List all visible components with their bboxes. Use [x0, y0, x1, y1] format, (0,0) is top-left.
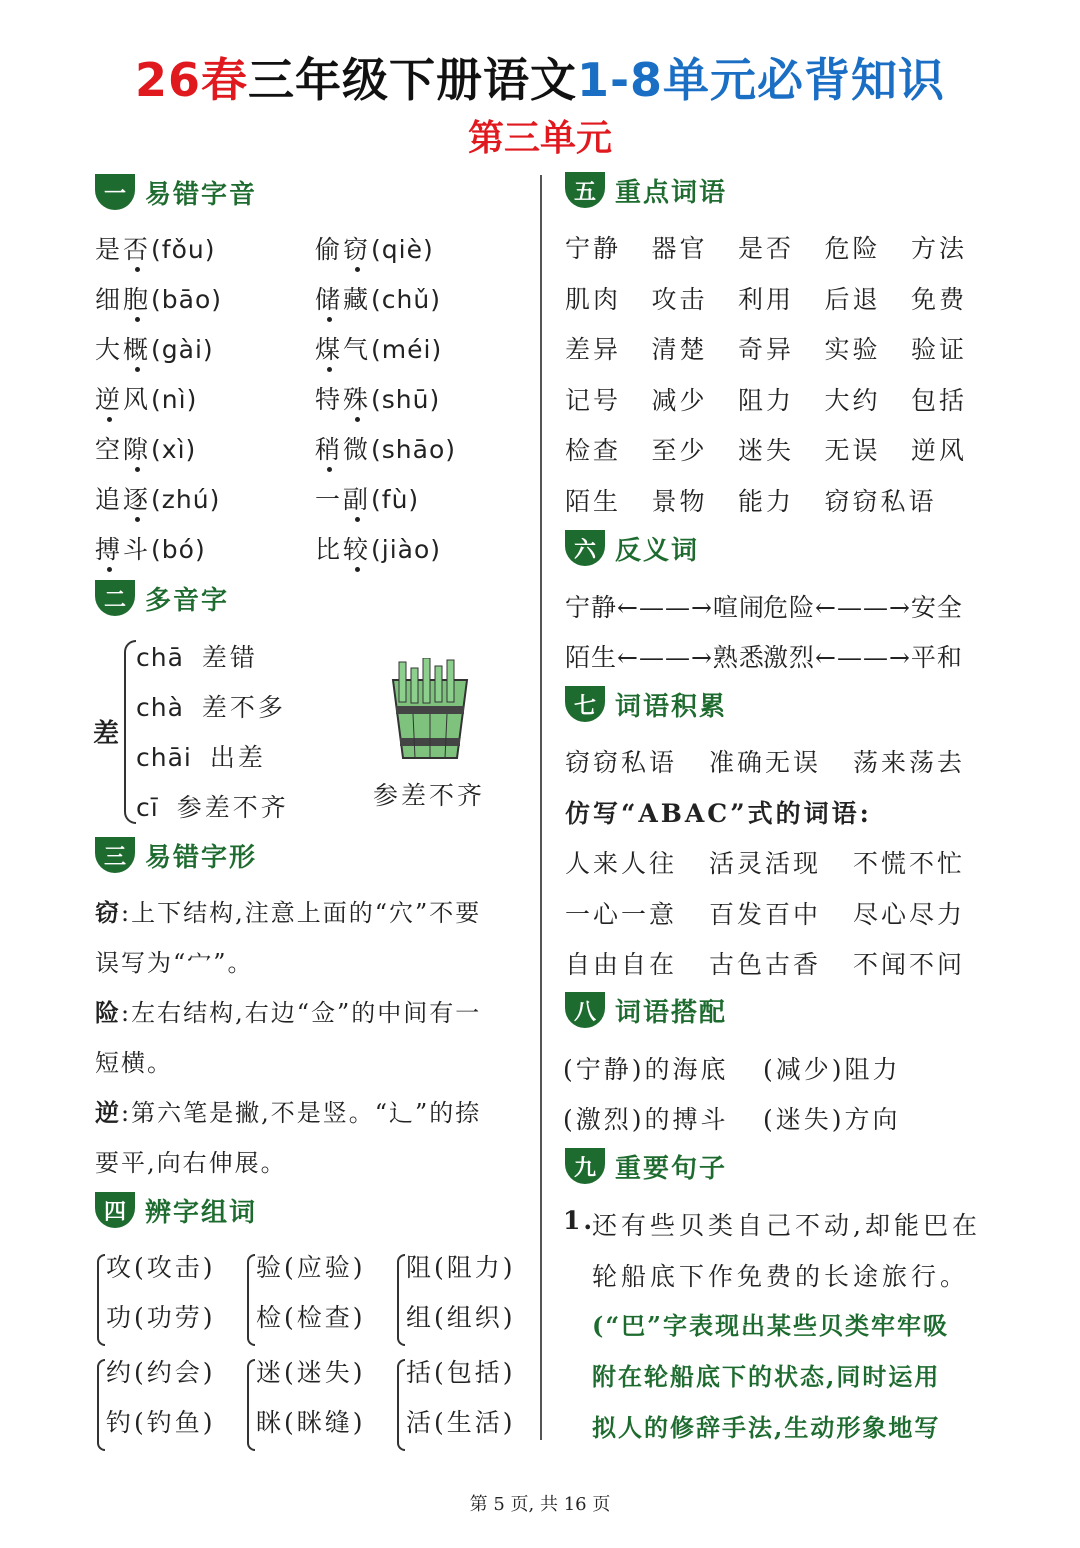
pronunciation-item — [315, 480, 419, 516]
pinyin: cī — [136, 793, 159, 822]
pinyin: (zhú) — [151, 485, 221, 514]
key-word: 陌生 — [565, 486, 622, 516]
brace — [124, 640, 136, 824]
sentence-note: (“巴”字表现出某些贝类牢牢吸 — [592, 1311, 949, 1340]
section-title: 词语积累 — [615, 691, 728, 722]
abac-word: 百发百中 — [709, 899, 822, 929]
pinyin: (nì) — [151, 385, 198, 414]
antonym-pair: 宁静←——→喧闹 — [565, 593, 765, 622]
key-word: 大约 — [824, 385, 881, 415]
section-title: 重要句子 — [615, 1153, 728, 1184]
key-word: 能力 — [738, 486, 795, 516]
char: 藏 — [343, 285, 372, 314]
glyph-note-line — [95, 1143, 287, 1178]
note-char: 窃 — [95, 898, 121, 927]
key-word: 危险 — [824, 234, 881, 263]
group-word: 功(功劳) — [106, 1303, 216, 1332]
pronunciation-item — [95, 230, 215, 266]
key-word: 宁静 — [565, 234, 622, 263]
key-word: 肌肉 — [565, 284, 622, 314]
brace — [397, 1359, 405, 1451]
glyph-note-line — [95, 1093, 481, 1128]
dotted-char: 储 — [315, 285, 344, 314]
char: 特 — [315, 385, 344, 414]
sentence-number: 1. — [563, 1206, 596, 1235]
pinyin: (xì) — [151, 435, 197, 464]
note-text: :左右结构,右边“佥”的中间有一 — [121, 999, 482, 1027]
pinyin: (chǔ) — [371, 285, 441, 314]
pronunciation-item — [315, 230, 434, 266]
section-badge: 八 — [565, 992, 605, 1028]
section-7-header — [565, 684, 727, 724]
collocation: (激烈)的搏斗 — [563, 1105, 729, 1134]
pronunciation-item — [315, 530, 441, 566]
key-word: 无误 — [824, 436, 881, 465]
char: 偷 — [315, 235, 344, 264]
pronunciation-item — [95, 480, 220, 516]
polyphone-item — [136, 688, 286, 724]
abac-word: 一心一意 — [565, 899, 678, 929]
page-title — [0, 44, 1080, 110]
group-word: 活(生活) — [406, 1408, 516, 1437]
dotted-char: 概 — [123, 335, 152, 364]
pinyin: (gài) — [151, 335, 214, 364]
abac-word: 活灵活现 — [709, 849, 822, 878]
antonym-pair: 危险←——→安全 — [763, 593, 963, 622]
sentence-note: 拟人的修辞手法,生动形象地写 — [592, 1413, 941, 1442]
key-word: 后退 — [824, 284, 881, 314]
antonym-pair: 陌生←——→熟悉 — [565, 643, 765, 672]
collocation: (减少)阻力 — [763, 1055, 901, 1084]
section-4-header — [95, 1190, 257, 1230]
key-word: 阻力 — [738, 385, 795, 415]
title-part1: 26春 — [134, 53, 248, 107]
section-5-header — [565, 170, 727, 210]
group-word: 迷(迷失) — [256, 1358, 366, 1387]
key-word: 减少 — [651, 385, 708, 415]
group-word: 阻(阻力) — [406, 1253, 516, 1282]
char: 比 — [315, 535, 344, 564]
section-2-header — [95, 578, 229, 618]
group-word: 钓(钓鱼) — [106, 1408, 216, 1437]
section-badge: 四 — [95, 1192, 135, 1228]
key-word: 清楚 — [651, 335, 708, 364]
polyphone-item — [136, 788, 289, 824]
char: 微 — [343, 435, 372, 464]
pronunciation-item — [315, 380, 440, 416]
group-word: 眯(眯缝) — [256, 1408, 366, 1437]
note-text: 要平,向右伸展。 — [95, 1149, 287, 1177]
group-word: 括(包括) — [406, 1358, 516, 1387]
polyphone-char: 差 — [93, 719, 123, 749]
abac-word: 不闻不问 — [853, 950, 966, 979]
dotted-char: 窃 — [343, 235, 372, 264]
brace — [397, 1254, 405, 1346]
char: 空 — [95, 435, 124, 464]
section-badge: 一 — [95, 174, 135, 210]
pronunciation-item — [95, 430, 196, 466]
pinyin: (bó) — [151, 535, 206, 564]
note-text: 短横。 — [95, 1049, 173, 1077]
pinyin: chà — [136, 693, 184, 722]
section-title: 易错字形 — [145, 842, 258, 873]
pinyin: (fù) — [371, 485, 420, 514]
dotted-char: 否 — [123, 235, 152, 264]
note-text: 误写为“宀”。 — [95, 949, 254, 977]
note-text: :第六笔是撇,不是竖。“辶”的捺 — [121, 1099, 482, 1127]
dotted-char: 逆 — [95, 385, 124, 414]
key-word: 利用 — [738, 284, 795, 314]
char: 风 — [123, 385, 152, 414]
pinyin: (shāo) — [371, 435, 457, 464]
pronunciation-item — [315, 280, 441, 316]
section-badge: 七 — [565, 686, 605, 722]
dotted-char: 副 — [343, 485, 372, 514]
dotted-char: 稍 — [315, 435, 344, 464]
pronunciation-item — [95, 280, 222, 316]
key-word: 景物 — [651, 486, 708, 516]
title-part2: 三年级下册语文 — [247, 53, 577, 107]
pronunciation-item — [95, 330, 214, 366]
key-word: 实验 — [824, 335, 881, 364]
char: 追 — [95, 485, 124, 514]
section-title: 反义词 — [615, 535, 700, 566]
word: 出差 — [209, 743, 266, 772]
group-word: 约(约会) — [106, 1358, 216, 1387]
group-word: 组(组织) — [406, 1303, 516, 1332]
glyph-note-line — [95, 943, 254, 978]
pinyin: (bāo) — [151, 285, 223, 314]
section-6-header — [565, 528, 699, 568]
pronunciation-item — [95, 530, 206, 566]
dotted-char: 煤 — [315, 335, 344, 364]
dotted-char: 殊 — [343, 385, 372, 414]
dotted-char: 较 — [343, 535, 372, 564]
pinyin: (qiè) — [371, 235, 434, 264]
key-word: 免费 — [911, 284, 968, 314]
section-9-header — [565, 1146, 727, 1186]
pronunciation-item — [315, 330, 442, 366]
idiom: 荡来荡去 — [853, 748, 966, 777]
char: 是 — [95, 235, 124, 264]
section-8-header — [565, 990, 727, 1030]
column-divider — [540, 175, 542, 1440]
pinyin: (jiào) — [371, 535, 442, 564]
section-title: 辨字组词 — [145, 1197, 258, 1228]
abac-heading: 仿写“ABAC”式的词语: — [565, 799, 872, 828]
brace — [97, 1254, 105, 1346]
polyphone-item — [136, 638, 258, 674]
key-word: 窃窃私语 — [824, 486, 937, 516]
section-title: 易错字音 — [145, 179, 258, 210]
dotted-char: 胞 — [123, 285, 152, 314]
brace — [247, 1254, 255, 1346]
section-1-header — [95, 172, 257, 212]
pinyin: (méi) — [371, 335, 443, 364]
pinyin: chā — [136, 643, 184, 672]
key-word: 差异 — [565, 335, 622, 364]
key-word: 是否 — [738, 234, 795, 263]
section-badge: 三 — [95, 837, 135, 873]
bucket-caption: 参差不齐 — [373, 781, 486, 810]
bucket-icon — [385, 658, 475, 768]
title-part3: 1-8单元必背知识 — [576, 53, 946, 107]
key-word: 检查 — [565, 436, 622, 465]
section-badge: 五 — [565, 172, 605, 208]
antonym-pair: 激烈←——→平和 — [763, 643, 963, 672]
pronunciation-item — [315, 430, 456, 466]
word: 差不多 — [201, 693, 286, 722]
abac-word: 自由自在 — [565, 950, 678, 979]
page-footer: 第 5 页, 共 16 页 — [469, 1494, 611, 1515]
section-title: 词语搭配 — [615, 997, 728, 1028]
key-word: 至少 — [651, 436, 708, 465]
key-word: 包括 — [911, 385, 968, 415]
sentence-note: 附在轮船底下的状态,同时运用 — [592, 1362, 941, 1391]
collocation: (迷失)方向 — [763, 1105, 901, 1134]
section-badge: 六 — [565, 530, 605, 566]
section-badge: 二 — [95, 580, 135, 616]
sentence-line: 还有些贝类自己不动,却能巴在 — [592, 1211, 981, 1240]
idiom: 准确无误 — [709, 748, 822, 777]
key-word: 器官 — [651, 234, 708, 263]
key-word: 记号 — [565, 385, 622, 415]
group-word: 验(应验) — [256, 1253, 366, 1282]
group-word: 攻(攻击) — [106, 1253, 216, 1282]
key-word: 验证 — [911, 335, 968, 364]
key-word: 逆风 — [911, 436, 968, 465]
idiom: 窃窃私语 — [565, 748, 678, 777]
char: 大 — [95, 335, 124, 364]
section-badge: 九 — [565, 1148, 605, 1184]
note-char: 逆 — [95, 1098, 121, 1127]
char: 一 — [315, 485, 344, 514]
note-char: 险 — [95, 998, 121, 1027]
unit-subtitle: 第三单元 — [467, 118, 612, 159]
dotted-char: 搏 — [95, 535, 124, 564]
dotted-char: 隙 — [123, 435, 152, 464]
abac-word: 古色古香 — [709, 950, 822, 979]
dotted-char: 逐 — [123, 485, 152, 514]
pronunciation-item — [95, 380, 197, 416]
group-word: 检(检查) — [256, 1303, 366, 1332]
section-3-header — [95, 835, 257, 875]
glyph-note-line — [95, 1043, 173, 1078]
word: 参差不齐 — [176, 793, 289, 822]
polyphone-item — [136, 738, 266, 774]
glyph-note-line — [95, 993, 481, 1028]
abac-word: 尽心尽力 — [853, 899, 966, 929]
note-text: :上下结构,注意上面的“穴”不要 — [121, 899, 482, 927]
char: 气 — [343, 335, 372, 364]
char: 细 — [95, 285, 124, 314]
pinyin: chāi — [136, 743, 192, 772]
glyph-note-line — [95, 893, 481, 928]
word: 差错 — [201, 643, 258, 672]
key-word: 迷失 — [738, 436, 795, 465]
section-title: 多音字 — [145, 585, 230, 616]
pinyin: (fǒu) — [151, 235, 216, 264]
brace — [97, 1359, 105, 1451]
collocation: (宁静)的海底 — [563, 1055, 729, 1084]
key-word: 方法 — [911, 234, 968, 263]
brace — [247, 1359, 255, 1451]
section-title: 重点词语 — [615, 177, 728, 208]
abac-word: 不慌不忙 — [853, 849, 966, 878]
key-word: 奇异 — [738, 335, 795, 364]
sentence-line: 轮船底下作免费的长途旅行。 — [592, 1262, 970, 1291]
key-word: 攻击 — [651, 284, 708, 314]
abac-word: 人来人往 — [565, 849, 678, 878]
char: 斗 — [123, 535, 152, 564]
pinyin: (shū) — [371, 385, 441, 414]
